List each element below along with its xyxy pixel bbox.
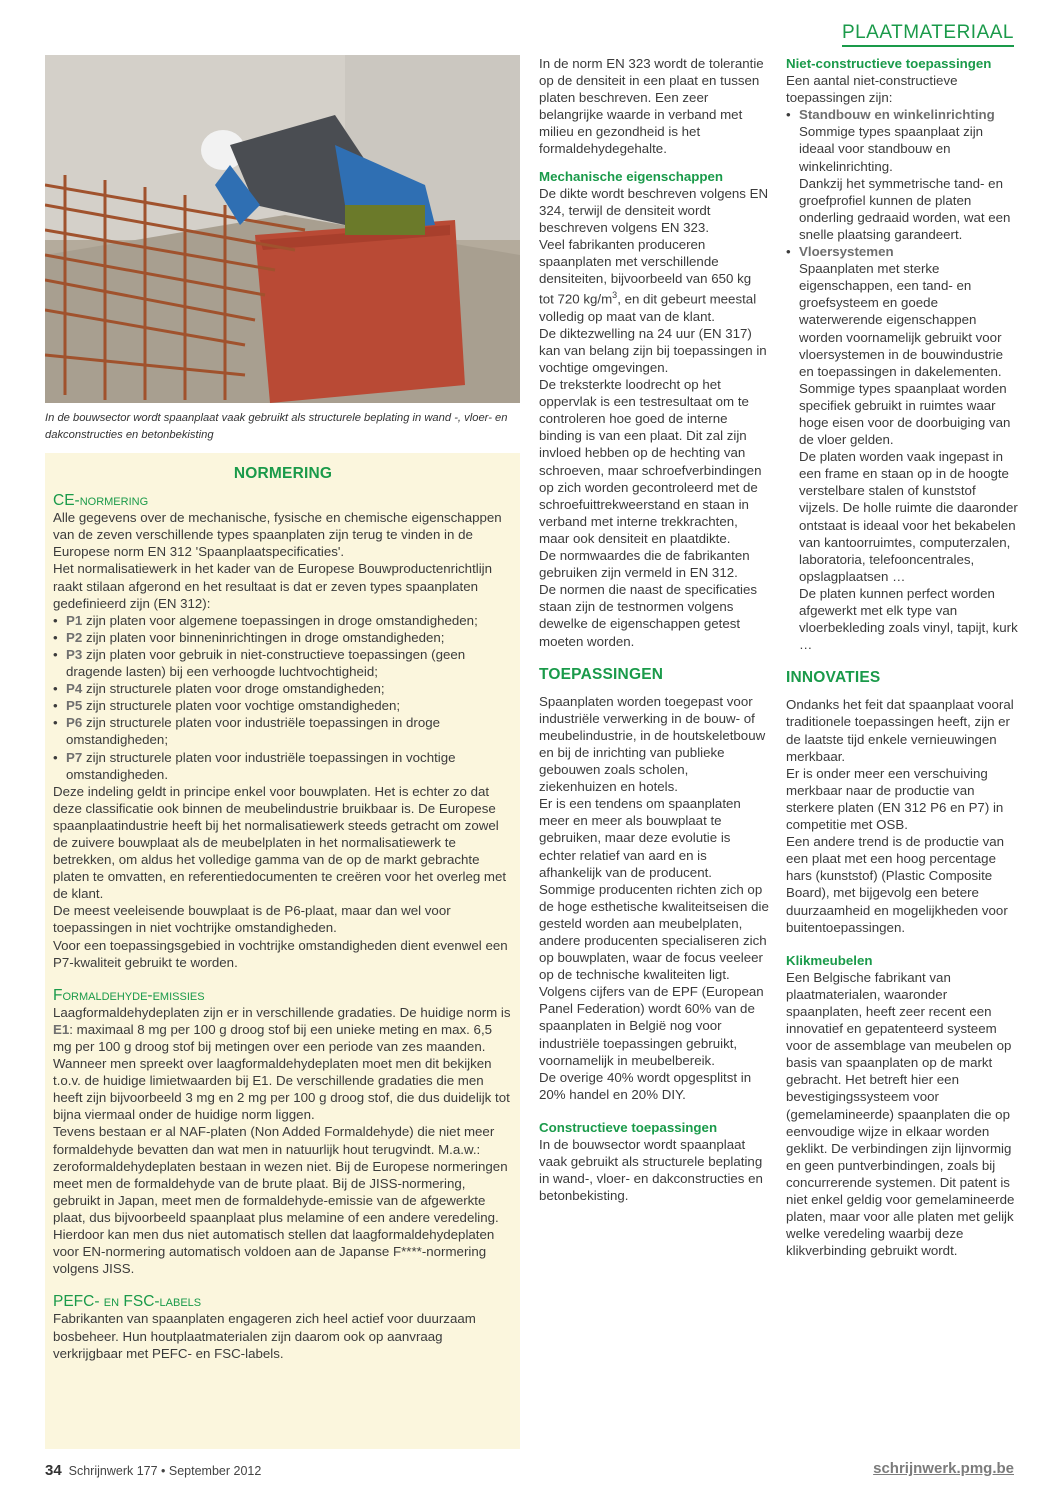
- mech-paragraph-3: De diktezwelling na 24 uur (EN 317) kan van belang zijn bij toepassingen in vochtige omgevingen.: [539, 325, 767, 376]
- niet-constructieve-title: Niet-constructieve toepassingen: [786, 56, 992, 71]
- innov-paragraph-1: Ondanks het feit dat spaanplaat vooral traditionele toepassingen heeft, zijn er de laatste tijd enkele vernieuwingen merkbaar.: [786, 697, 1014, 764]
- ce-paragraph-3: Deze indeling geldt in principe enkel voor bouwplaten. Het is echter zo dat deze classificatie ook binnen de meubelindustrie bruikbaar is. De Europese spaanplaatindustrie heeft bij het normalisatiewerk steeds getracht om zowel de zuivere bouwplaat als de meubelplaten in het normalisatiewerk te betrekken, om aldus het volledige gamma van de op de markt gebrachte platen te omvatten, en referentiedocumenten te creëren voor het overleg met de klant.: [53, 783, 507, 902]
- ce-paragraph-1: Alle gegevens over de mechanische, fysische en chemische eigenschappen van de zeven verschillende types spaanplaten zijn terug te vinden in de Europese norm EN 312 'Spaanplaatspecificaties'.: [53, 510, 502, 560]
- ce-paragraph-2: Het normalisatiewerk in het kader van de Europese Bouwproductenrichtlijn raakt stilaan afgerond en het resultaat is dat er zeven types spaanplaten gedefinieerd zijn (EN 312):: [53, 561, 493, 611]
- plate-type-item: • P7 zijn structurele platen voor industriële toepassingen in vochtige omstandigheden.: [53, 749, 513, 783]
- plate-types-list: [53, 612, 513, 783]
- page-number: 34: [45, 1462, 62, 1479]
- toep-paragraph-5: De overige 40% wordt opgesplitst in 20% handel en 20% DIY.: [539, 1069, 752, 1102]
- innov-paragraph-3: Een andere trend is de productie van een plaat met een hoog percentage hars (kunststof) (Plastic Composite Board), met bijgevolg een betere duurzaamheid en mogelijkheden voor buitentoepassingen.: [786, 834, 1008, 935]
- plate-type-item: • P5 zijn structurele platen voor vochtige omstandigheden;: [53, 697, 513, 714]
- website-link[interactable]: schrijnwerk.pmg.be: [873, 1460, 1014, 1477]
- formaldehyde-paragraph-1: Laagformaldehydeplaten zijn er in verschillende gradaties. De huidige norm is E1: maximaal 8 mg per 100 g droog stof bij een unieke meting en max. 6,5 mg per 100 g droog stof bij metingen over een periode van zes maanden. Wanneer men spreekt over laagformaldehydeplaten moet men dit bekijken t.o.v. de huidige limietwaarden bij E1. De verschillende gradaties die men heeft zijn bijvoorbeeld 3 mg en 2 mg per 100 g droog stof, die dus duidelijk tot bijna viermaal onder de huidige norm liggen.: [53, 1004, 511, 1123]
- constr-paragraph: In de bouwsector wordt spaanplaat vaak gebruikt als structurele beplating in wand-, vloer- en dakconstructies en betonbekisting.: [539, 1137, 763, 1204]
- innovaties-title: INNOVATIES: [786, 669, 881, 687]
- plate-type-item: • P6 zijn structurele platen voor industriële toepassingen in droge omstandigheden;: [53, 714, 513, 748]
- toep-paragraph-4: Volgens cijfers van de EPF (European Panel Federation) wordt 60% van de spaanplaten in België nog voor industriële toepassingen gebruikt, voornamelijk in meubelbereik.: [539, 984, 764, 1068]
- nc-item-vloersystemen: • Vloersystemen Spaanplaten met sterke eigenschappen, een tand- en groefsysteem en goede waterwerende eigenschappen worden voornamelijk gebruikt voor vloersystemen in de bouwindustrie en toepassingen in dakelementen. Sommige types spaanplaat worden specifiek gebruikt in ruimtes waar hoge eisen voor de doorbuiging van de vloer gelden. De platen worden vaak ingepast in een frame en staan op in de hoogte verstelbare stalen of kunststof vijzels. De holle ruimte die daaronder ontstaat is ideaal voor het bekabelen van kantoorruimtes, computerzalen, laboratoria, telefooncentrales, opslagplaatsen … De platen kunnen perfect worden afgewerkt met elk type van vloerbekleding zoals vinyl, tapijt, kurk …: [786, 243, 1018, 653]
- plate-type-item: • P2 zijn platen voor binneninrichtingen in droge omstandigheden;: [53, 629, 513, 646]
- ce-paragraph-4: De meest veeleisende bouwplaat is de P6-plaat, maar dan wel voor toepassingen in niet vochtrijke omstandigheden.: [53, 903, 451, 936]
- mech-paragraph-6: De normen die naast de specificaties staan zijn de testnormen volgens dewelke de eigenschappen getest moeten worden.: [539, 582, 758, 649]
- klikmeubelen-title: Klikmeubelen: [786, 952, 873, 968]
- mech-paragraph-5: De normwaardes die de fabrikanten gebruiken zijn vermeld in EN 312.: [539, 548, 750, 581]
- middle-column: [539, 55, 769, 1204]
- formaldehyde-title: Formaldehyde-emissies: [53, 986, 205, 1004]
- pefc-fsc-title: PEFC- en FSC-labels: [53, 1293, 202, 1311]
- photo-caption: In de bouwsector wordt spaanplaat vaak gebruikt als structurele beplating in wand -, vloer- en dakconstructies en betonbekisting: [45, 412, 508, 441]
- magazine-issue: Schrijnwerk 177 • September 2012: [68, 1464, 262, 1478]
- innov-paragraph-2: Er is onder meer een verschuiving merkbaar naar de productie van sterkere platen (EN 312 P6 en P7) in competitie met OSB.: [786, 765, 1004, 833]
- toep-paragraph-3: Sommige producenten richten zich op de hoge esthetische kwaliteitseisen die gesteld worden aan meubelplaten, andere producenten specialiseren zich op bouwplaten, waar de focus veeleer op de technische kwaliteiten ligt.: [539, 881, 769, 983]
- toep-paragraph-2: Er is een tendens om spaanplaten meer en meer als bouwplaat te gebruiken, maar deze evolutie is echter relatief van aard en is afhankelijk van de producent.: [539, 796, 741, 880]
- section-header: PLAATMATERIAAL: [842, 22, 1014, 47]
- plate-type-item: • P3 zijn platen voor gebruik in niet-constructieve toepassingen (geen dragende lasten) bij een verhoogde luchtvochtigheid;: [53, 646, 513, 680]
- pefc-fsc-paragraph: Fabrikanten van spaanplaten engageren zich heel actief voor duurzaam bosbeheer. Hun houtplaatmaterialen zijn daarom ook op aanvraag verkrijgbaar met PEFC- en FSC-labels.: [53, 1311, 476, 1361]
- mech-paragraph-1: De dikte wordt beschreven volgens EN 324, terwijl de densiteit wordt beschreven volgens EN 323.: [539, 185, 769, 235]
- nc-intro: Een aantal niet-constructieve toepassingen zijn:: [786, 73, 958, 106]
- plate-type-item: • P4 zijn structurele platen voor droge omstandigheden;: [53, 680, 513, 697]
- klik-paragraph: Een Belgische fabrikant van plaatmaterialen, waaronder spaanplaten, heeft zeer recent een innovatief en gepatenteerd systeem voor de assemblage van meubelen op basis van spaanplaten op de markt gebracht. Het betreft hier een bevestigingssysteem voor (gemelamineerde) spaanplaten die op eenvoudige wijze in elkaar worden geklikt. De verbindingen zijn lijnvormig en geen puntverbindingen, zoals bij concurrerende systemen. Dit patent is niet enkel geldig voor gemelamineerde platen, maar voor alle platen met gelijk welke veredeling waarbij deze klikverbinding gebruikt wordt.: [786, 969, 1015, 1259]
- normering-column: [53, 465, 513, 1362]
- density-paragraph: In de norm EN 323 wordt de tolerantie op de densiteit in een plaat en tussen platen beschreven. Een zeer belangrijke waarde in verband met milieu en gezondheid is het formaldehydegehalte.: [539, 56, 764, 157]
- toepassingen-title: TOEPASSINGEN: [539, 665, 664, 683]
- constructieve-toepassingen-title: Constructieve toepassingen: [539, 1119, 718, 1135]
- construction-worker-photo: [45, 55, 520, 403]
- ce-normering-title: CE-normering: [53, 492, 149, 510]
- photo-illustration: [45, 55, 520, 403]
- right-column: [786, 55, 1018, 1259]
- footer-info: [45, 1462, 261, 1479]
- formaldehyde-paragraph-2: Tevens bestaan er al NAF-platen (Non Added Formaldehyde) die niet meer formaldehyde bevatten dan wat men in natuurlijk hout terugvindt. M.a.w.: zeroformaldehydeplaten bestaan in wezen niet. Bij de Europese normeringen meet men de formaldehyde van de brute plaat. Bij de JISS-normering, gebruikt in Japan, meet men de formaldehyde-emissie van de afgewerkte plaat, dus bijvoorbeeld spaanplaat plus melamine of een andere veredeling. Hierdoor kan men dus niet automatisch stellen dat laagformaldehydeplaten voor EN-normering automatisch voldoen aan de Japanse F****-normering volgens JISS.: [53, 1124, 508, 1277]
- plate-type-item: • P1 zijn platen voor algemene toepassingen in droge omstandigheden;: [53, 612, 513, 629]
- toep-paragraph-1: Spaanplaten worden toegepast voor industriële verwerking in de bouw- of meubelindustrie, in de houtskeletbouw en bij de inrichting van publieke gebouwen zoals scholen, ziekenhuizen en hotels.: [539, 693, 766, 795]
- mech-paragraph-4: De treksterkte loodrecht op het oppervlak is een testresultaat om te controleren hoe goed de interne binding is van een plaat. Dit zal zijn invloed hebben op de hechting van schroeven, maar schroefverbindingen op zich worden gecontroleerd met de schroefuittrekweerstand en staan in verband met interne trekkrachten, maar ook densiteit en plaatdikte.: [539, 377, 762, 546]
- nc-list: [786, 106, 1018, 653]
- mechanische-eigenschappen-title: Mechanische eigenschappen: [539, 168, 724, 184]
- nc-item-standbouw: • Standbouw en winkelinrichting Sommige types spaanplaat zijn ideaal voor standbouw en winkelinrichting. Dankzij het symmetrische tand- en groefprofiel kunnen de platen onderling gedraaid worden, wat een snelle plaatsing garandeert.: [786, 106, 1018, 243]
- normering-title: NORMERING: [233, 465, 333, 482]
- ce-paragraph-5: Voor een toepassingsgebied in vochtrijke omstandigheden dient evenwel een P7-kwaliteit gebruikt te worden.: [53, 937, 508, 970]
- mech-paragraph-2: Veel fabrikanten produceren spaanplaten met verschillende densiteiten, bijvoorbeeld van 650 kg tot 720 $kg/m^3$, en dit gebeurt meestal volledig op maat van de klant.: [539, 236, 757, 324]
